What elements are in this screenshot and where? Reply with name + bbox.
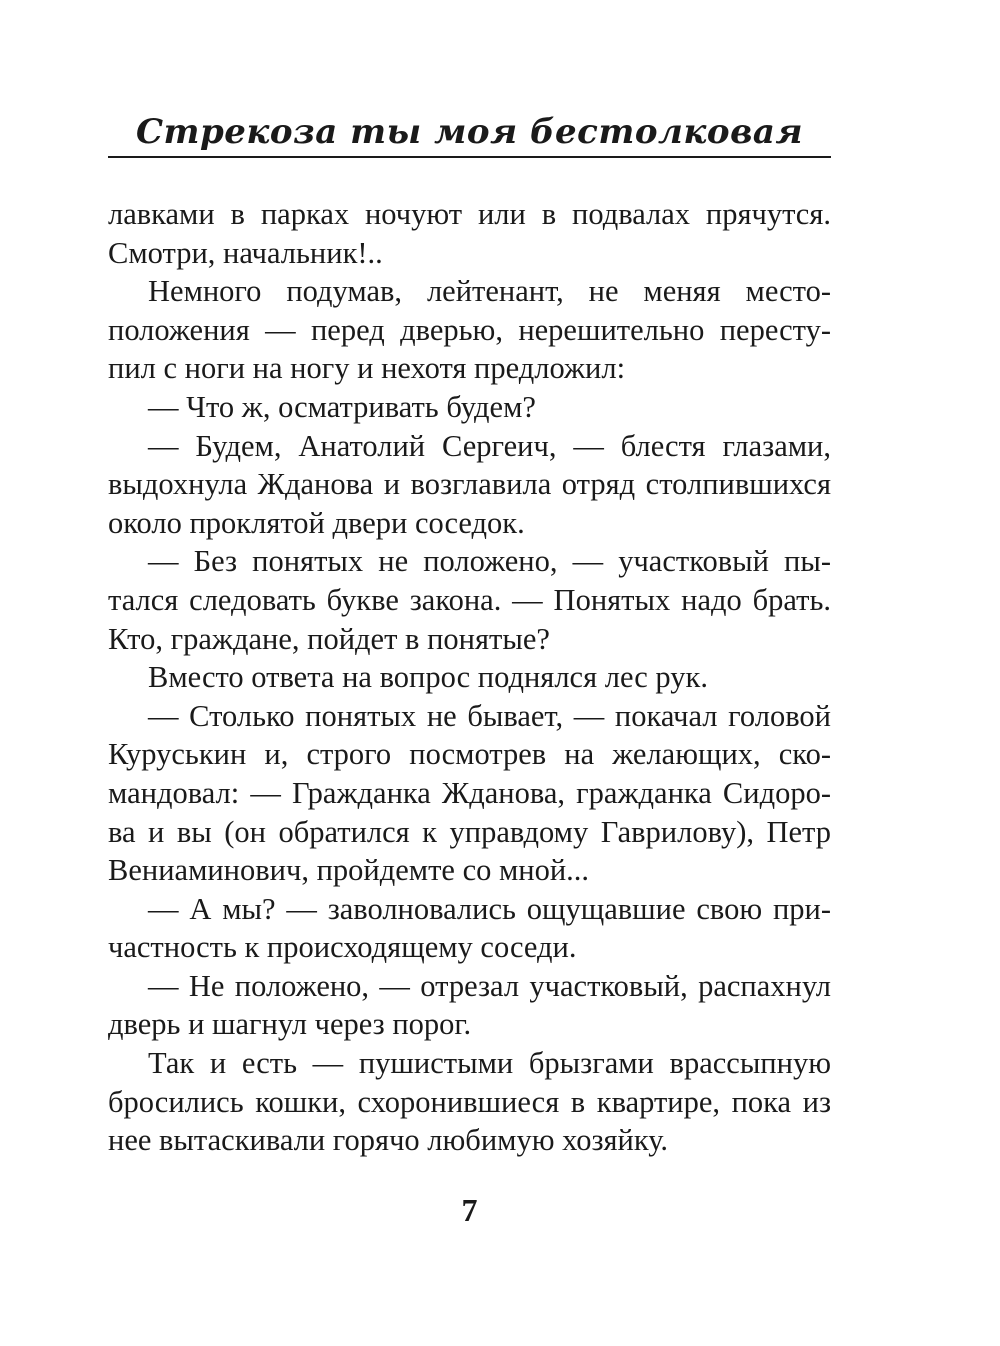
text-line: выдохнула Жданова и возглавила отряд столпившихся <box>108 467 831 502</box>
text-line: Смотри, начальник!.. <box>108 235 383 270</box>
text-line: около проклятой двери соседок. <box>108 505 525 540</box>
text-line: — Столько понятых не бывает, — покачал головой <box>148 698 831 733</box>
text-line: — Что ж, осматривать будем? <box>148 389 536 424</box>
text-line: бросились кошки, схоронившиеся в квартире, пока из <box>108 1084 831 1119</box>
text-line: ва и вы (он обратился к управдому Гаврилову), Петр <box>108 814 831 849</box>
page-number: 7 <box>461 1192 478 1228</box>
text-line: лавками в парках ночуют или в подвалах прячутся. <box>108 197 831 231</box>
text-line: — Будем, Анатолий Сергеич, — блестя глазами, <box>148 428 831 463</box>
text-line: — Не положено, — отрезал участковый, распахнул <box>148 968 831 1003</box>
text-line: положения — перед дверью, нерешительно пересту- <box>108 312 831 347</box>
text-line: дверь и шагнул через порог. <box>108 1007 472 1042</box>
text-line: частность к происходящему соседи. <box>108 930 577 965</box>
text-line: Немного подумав, лейтенант, не меняя место- <box>148 274 831 309</box>
text-line: Кто, граждане, пойдет в понятые? <box>108 621 550 656</box>
text-line: тался следовать букве закона. — Понятых надо брать. <box>108 582 831 617</box>
text-line: — А мы? — заволновались ощущавшие свою при- <box>148 891 831 926</box>
text-line: Вениаминович, пройдемте со мной... <box>108 853 590 888</box>
text-line: Вместо ответа на вопрос поднялся лес рук. <box>148 660 708 695</box>
text-line: пил с ноги на ногу и нехотя предложил: <box>108 351 626 386</box>
running-title: Стрекоза ты моя бестолковая <box>135 112 804 152</box>
text-line: Куруськин и, строго посмотрев на желающих, ско- <box>108 737 831 772</box>
header-rule <box>108 156 831 158</box>
text-line: нее вытаскивали горячо любимую хозяйку. <box>108 1123 669 1158</box>
body-text <box>108 195 831 1160</box>
text-line: Так и есть — пушистыми брызгами врассыпную <box>148 1046 831 1081</box>
text-line: мандовал: — Гражданка Жданова, гражданка Сидоро- <box>108 775 831 810</box>
text-line: — Без понятых не положено, — участковый пы- <box>148 544 831 579</box>
